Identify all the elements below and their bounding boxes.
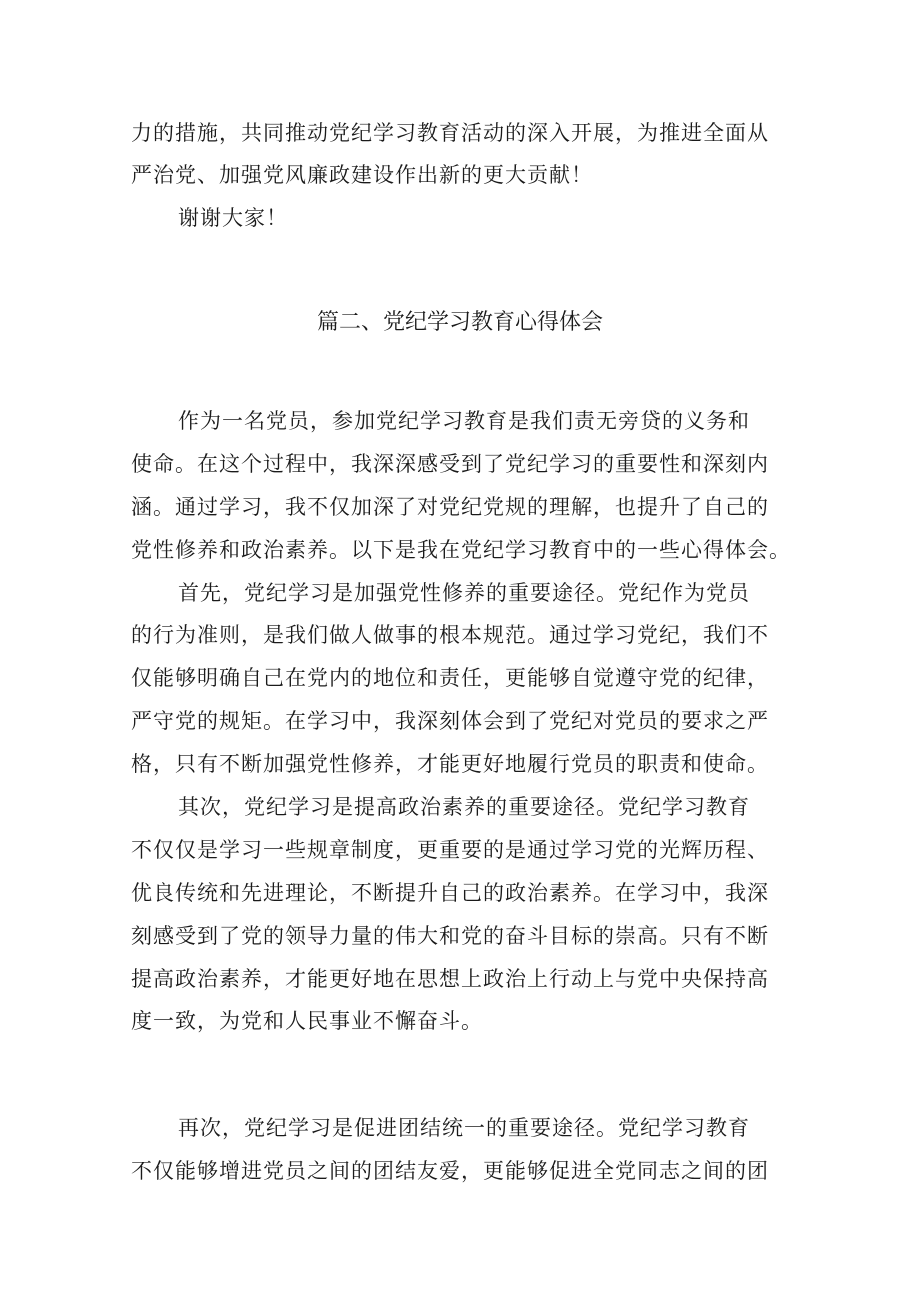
paragraph-3-line-2: 不仅仅是学习一些规章制度，更重要的是通过学习党的光辉历程、 — [131, 838, 769, 862]
paragraph-3-line-4: 刻感受到了党的领导力量的伟大和党的奋斗目标的崇高。只有不断 — [131, 924, 769, 948]
paragraph-3-line-3: 优良传统和先进理论，不断提升自己的政治素养。在学习中，我深 — [131, 881, 769, 905]
paragraph-2-line-3: 仅能够明确自己在党内的地位和责任，更能够自觉遵守党的纪律， — [131, 666, 769, 690]
paragraph-2-line-1: 首先，党纪学习是加强党性修养的重要途径。党纪作为党员 — [178, 581, 750, 605]
paragraph-1-line-4: 党性修养和政治素养。以下是我在党纪学习教育中的一些心得体会。 — [131, 538, 791, 562]
paragraph-1-line-1: 作为一名党员，参加党纪学习教育是我们责无旁贷的义务和 — [178, 409, 750, 433]
intro-line-2: 严治党、加强党风廉政建设作出新的更大贡献！ — [131, 163, 593, 187]
paragraph-2-line-4: 严守党的规矩。在学习中，我深刻体会到了党纪对党员的要求之严 — [131, 709, 769, 733]
intro-line-1: 力的措施，共同推动党纪学习教育活动的深入开展，为推进全面从 — [131, 121, 769, 145]
closing-text: 谢谢大家！ — [178, 206, 288, 230]
paragraph-3-line-1: 其次，党纪学习是提高政治素养的重要途径。党纪学习教育 — [178, 795, 750, 819]
paragraph-2-line-5: 格，只有不断加强党性修养，才能更好地履行党员的职责和使命。 — [131, 752, 769, 776]
paragraph-1-line-2: 使命。在这个过程中，我深深感受到了党纪学习的重要性和深刻内 — [131, 452, 769, 476]
paragraph-1-line-3: 涵。通过学习，我不仅加深了对党纪党规的理解，也提升了自己的 — [131, 495, 769, 519]
paragraph-3-line-5: 提高政治素养，才能更好地在思想上政治上行动上与党中央保持高 — [131, 967, 769, 991]
paragraph-3-line-6: 度一致，为党和人民事业不懈奋斗。 — [131, 1009, 483, 1033]
paragraph-4-line-2: 不仅能够增进党员之间的团结友爱，更能够促进全党同志之间的团 — [131, 1159, 769, 1183]
paragraph-2-line-2: 的行为准则，是我们做人做事的根本规范。通过学习党纪，我们不 — [131, 623, 769, 647]
paragraph-4-line-1: 再次，党纪学习是促进团结统一的重要途径。党纪学习教育 — [178, 1116, 750, 1140]
section-title: 篇二、党纪学习教育心得体会 — [316, 310, 603, 335]
